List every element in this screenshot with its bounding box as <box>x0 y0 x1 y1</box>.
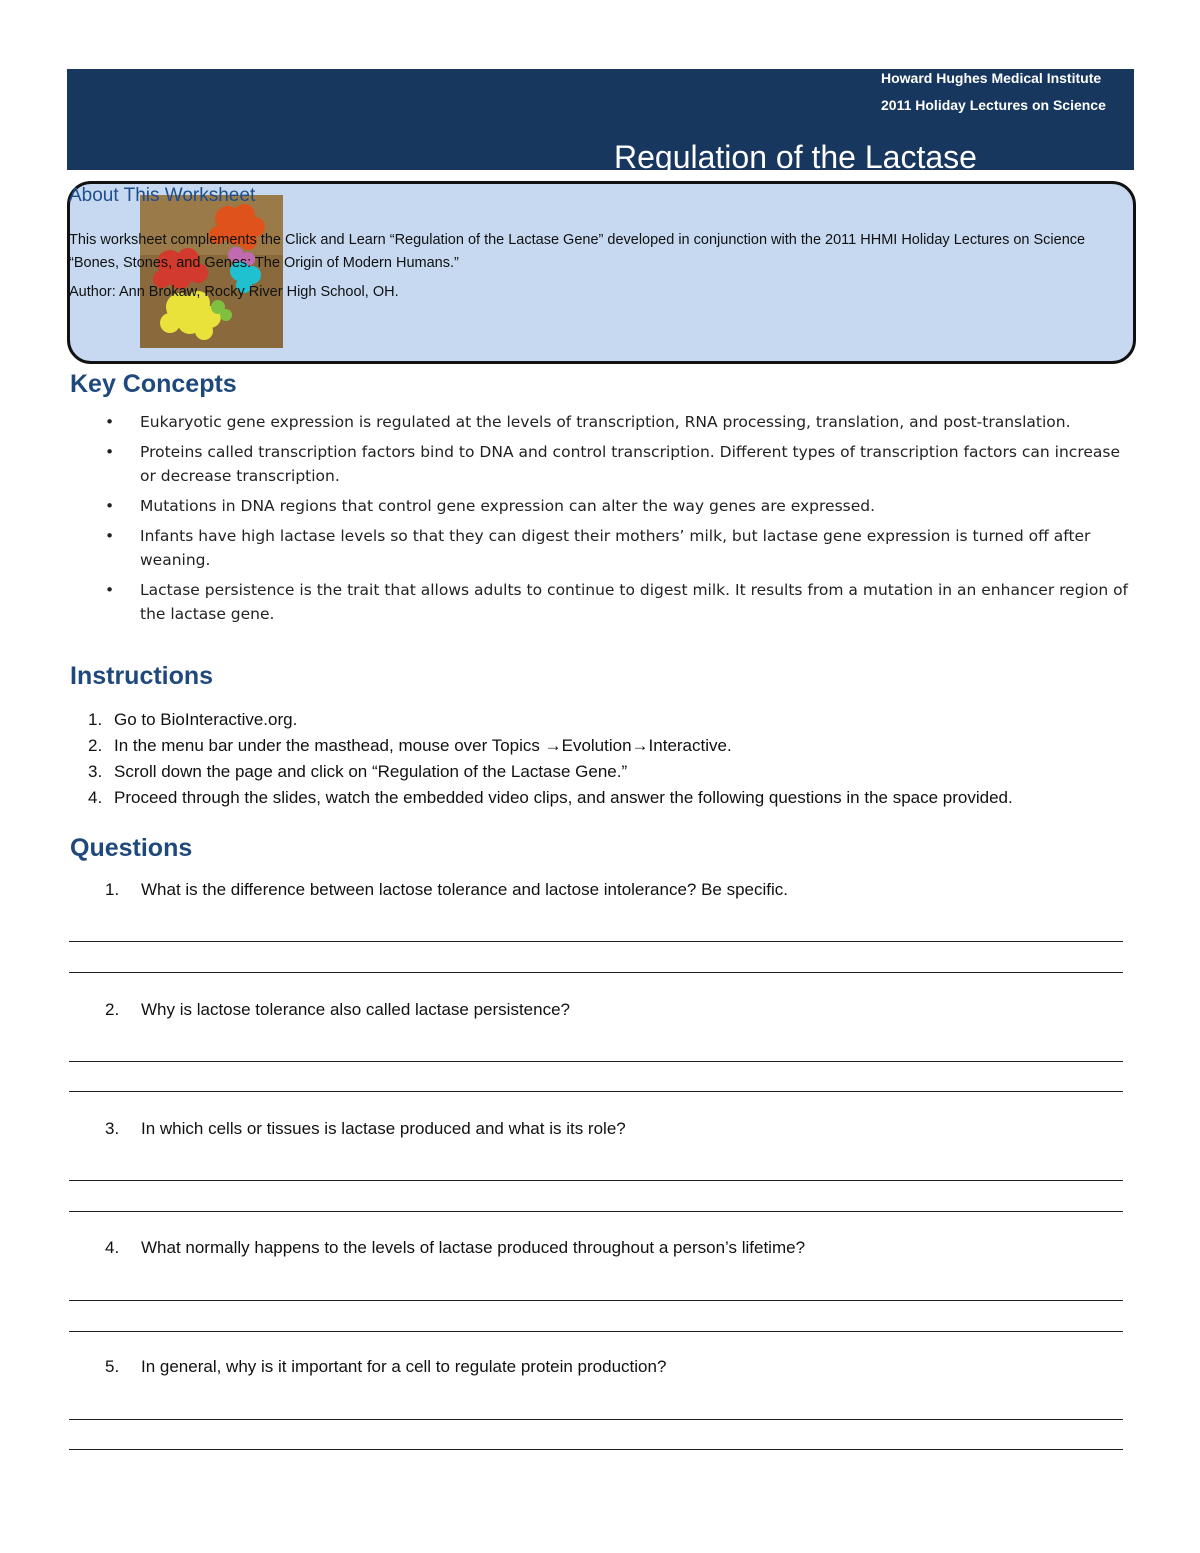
question-text: What normally happens to the levels of lactase produced throughout a person’s lifetime? <box>141 1238 806 1257</box>
step-text: In the menu bar under the masthead, mouse over Topics →Evolution→Interactive. <box>114 736 732 755</box>
about-author: Author: Ann Brokaw, Rocky River High School, OH. <box>69 284 399 300</box>
list-item <box>70 733 1130 759</box>
instructions-list <box>70 707 1130 811</box>
step-number: 2. <box>88 736 103 755</box>
lecture-series: 2011 Holiday Lectures on Science <box>881 97 1106 113</box>
list-item <box>70 578 1130 626</box>
about-heading: About This Worksheet <box>69 185 256 206</box>
step-number: 3. <box>88 762 103 781</box>
list-item <box>70 759 1130 785</box>
bullet-icon: • <box>105 581 115 599</box>
key-concepts-list <box>70 410 1130 632</box>
answer-line[interactable] <box>69 1449 1123 1450</box>
bullet-icon: • <box>105 497 115 515</box>
answer-line[interactable] <box>69 1091 1123 1092</box>
step-text: Proceed through the slides, watch the embedded video clips, and answer the following questions in the space provided. <box>114 788 1013 807</box>
bullet-icon: • <box>105 527 115 545</box>
step-text: Go to BioInteractive.org. <box>114 710 298 729</box>
question-number: 3. <box>105 1119 120 1138</box>
question-text: In general, why is it important for a cell to regulate protein production? <box>141 1357 667 1376</box>
bullet-icon: • <box>105 413 115 431</box>
concept-text: Lactase persistence is the trait that allows adults to continue to digest milk. It results from a mutation in an enhancer region of the lactase gene. <box>140 581 1129 623</box>
concept-text: Infants have high lactase levels so that they can digest their mothers’ milk, but lactase gene expression is turned off after weaning. <box>140 527 1091 569</box>
list-item <box>70 785 1130 811</box>
step-text: Scroll down the page and click on “Regulation of the Lactase Gene.” <box>114 762 628 781</box>
answer-line[interactable] <box>69 1211 1123 1212</box>
question-number: 1. <box>105 880 120 899</box>
question-number: 4. <box>105 1238 120 1257</box>
step-number: 4. <box>88 788 103 807</box>
answer-line[interactable] <box>69 941 1123 942</box>
institute-name: Howard Hughes Medical Institute <box>881 70 1102 86</box>
answer-line[interactable] <box>69 1331 1123 1332</box>
list-item <box>70 440 1130 488</box>
question-number: 2. <box>105 1000 120 1019</box>
answer-line[interactable] <box>69 1061 1123 1062</box>
bullet-icon: • <box>105 443 115 461</box>
page-title: Regulation of the Lactase <box>614 139 977 175</box>
answer-line[interactable] <box>69 972 1123 973</box>
question-text: In which cells or tissues is lactase produced and what is its role? <box>141 1119 626 1138</box>
answer-line[interactable] <box>69 1300 1123 1301</box>
about-description: This worksheet complements the Click and Learn “Regulation of the Lactase Gene” developed in conjunction with the 2011 HHMI Holiday Lectures on Science “Bones, Stones, and Genes: The Origin of Modern Humans.” <box>69 232 1086 271</box>
question-text: What is the difference between lactose tolerance and lactose intolerance? Be specific. <box>141 880 789 899</box>
key-concepts-heading: Key Concepts <box>70 370 237 398</box>
answer-line[interactable] <box>69 1180 1123 1181</box>
concept-text: Proteins called transcription factors bind to DNA and control transcription. Different types of transcription factors can increase or decrease transcription. <box>140 443 1121 485</box>
step-number: 1. <box>88 710 103 729</box>
concept-text: Eukaryotic gene expression is regulated at the levels of transcription, RNA processing, translation, and post-translation. <box>140 413 1071 431</box>
list-item <box>70 410 1130 434</box>
answer-line[interactable] <box>69 1419 1123 1420</box>
list-item <box>70 524 1130 572</box>
instructions-heading: Instructions <box>70 662 214 690</box>
concept-text: Mutations in DNA regions that control gene expression can alter the way genes are expressed. <box>140 497 876 515</box>
question-number: 5. <box>105 1357 120 1376</box>
list-item <box>70 494 1130 518</box>
questions-heading: Questions <box>70 834 193 862</box>
list-item <box>70 707 1130 733</box>
question-text: Why is lactose tolerance also called lactase persistence? <box>141 1000 570 1019</box>
